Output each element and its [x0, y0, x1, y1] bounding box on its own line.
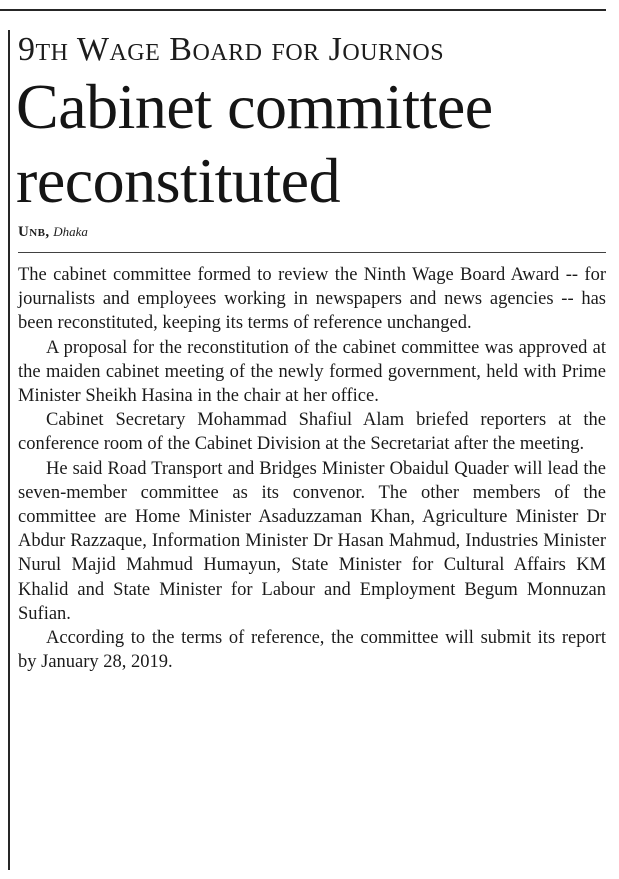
byline-rule — [18, 252, 606, 253]
top-rule — [0, 9, 606, 11]
article-body — [18, 263, 606, 674]
byline-location: Dhaka — [53, 224, 88, 239]
paragraph: Cabinet Secretary Mohammad Shafiul Alam briefed reporters at the conference room of the Cabinet Division at the Secretariat after the meeting. — [18, 410, 606, 455]
column-rule — [8, 30, 10, 870]
byline — [18, 222, 88, 242]
paragraph: He said Road Transport and Bridges Minister Obaidul Quader will lead the seven-member committee as its convenor. The other members of the committee are Home Minister Asaduzzaman Khan, Agriculture Minister Dr Abdur Razzaque, Information Minister Dr Hasan Mahmud, Industries Minister Nurul Majid Mahmud Humayun, State Minister for Cultural Affairs KM Khalid and State Minister for Labour and Employment Begum Monnuzan Sufian. — [18, 458, 606, 624]
byline-agency: Unb, — [18, 224, 50, 240]
kicker: 9th Wage Board for Journos — [18, 31, 445, 68]
paragraph: A proposal for the reconstitution of the cabinet committee was approved at the maiden cabinet meeting of the newly formed government, held with Prime Minister Sheikh Hasina in the chair at her office. — [18, 337, 606, 407]
paragraph: The cabinet committee formed to review the Ninth Wage Board Award -- for journalists and employees working in newspapers and news agencies -- has been reconstituted, keeping its terms of reference unchanged. — [18, 265, 606, 334]
headline: Cabinet committee reconstituted — [16, 71, 493, 216]
paragraph: According to the terms of reference, the committee will submit its report by January 28, 2019. — [18, 628, 606, 673]
